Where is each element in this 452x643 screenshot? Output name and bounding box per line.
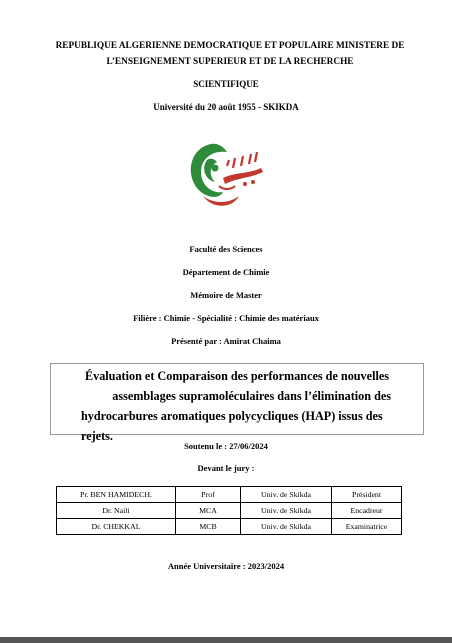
jury-grade: Prof [176,487,241,503]
academic-year: Année Universitaire : 2023/2024 [167,561,285,571]
page-bottom-edge [0,637,452,643]
jury-university: Univ. de Skikda [241,487,332,503]
table-row [57,503,402,519]
thesis-title-box [50,363,424,443]
jury-grade: MCA [176,503,241,519]
ministry-heading-continued: SCIENTIFIQUE [193,79,259,89]
presented-by: Présenté par : Amirat Chaima [171,336,281,346]
thesis-title-line: assemblages supramoléculaires dans l’élimination des [112,389,391,403]
thesis-title-line: Évaluation et Comparaison des performances de nouvelles [84,369,389,383]
university-name: Université du 20 août 1955 - SKIKDA [153,102,299,112]
jury-name: Dr. Naili [57,503,176,519]
jury-label: Devant le jury : [197,463,255,473]
jury-name: Dr. CHEKKAL [57,519,176,535]
thesis-type: Mémoire de Master [190,290,262,300]
jury-grade: MCB [176,519,241,535]
jury-table [56,486,402,535]
university-logo [183,138,267,214]
thesis-title-line: hydrocarbures aromatiques polycycliques (HAP) issus des rejets. [81,409,383,443]
defense-date: Soutenu le : 27/06/2024 [184,441,268,451]
table-row [57,519,402,535]
faculty: Faculté des Sciences [189,244,263,254]
jury-name: Pr. BEN HAMIDECH. [57,487,176,503]
jury-role: Président [332,487,402,503]
jury-role: Examinatrice [332,519,402,535]
republic-ministry-heading: REPUBLIQUE ALGERIENNE DEMOCRATIQUE ET POPULAIRE MINISTERE DE L’ENSEIGNEMENT SUPERIEUR ET DE LA RECHERCHE [55,41,405,67]
jury-university: Univ. de Skikda [241,503,332,519]
department: Département de Chimie [182,267,270,277]
jury-university: Univ. de Skikda [241,519,332,535]
field-specialty: Filière : Chimie - Spécialité : Chimie des matériaux [133,313,319,323]
table-row [57,487,402,503]
jury-role: Encadreur [332,503,402,519]
